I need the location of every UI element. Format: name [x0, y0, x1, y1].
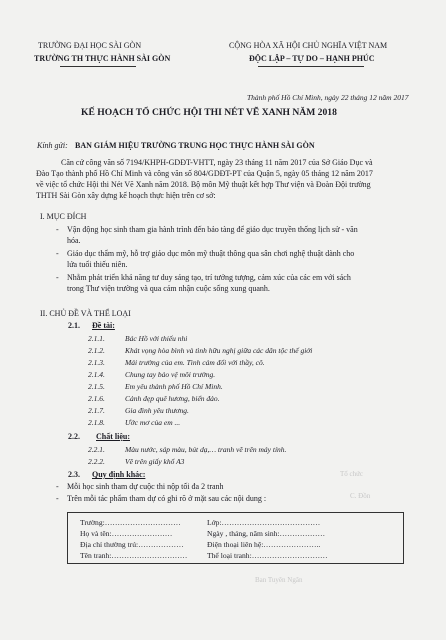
topic-text: Mái trường của em. Tình cảm đổi với thầy, cô. — [125, 358, 265, 367]
motto: ĐỘC LẬP – TỰ DO – HẠNH PHÚC — [249, 54, 375, 63]
form-field-class: Lớp:………………………………… — [207, 518, 321, 527]
material-number: 2.2.2. — [88, 457, 105, 466]
material-text: Màu nước, sáp màu, bút dạ,… tranh vẽ trên máy tính. — [125, 445, 287, 454]
purpose-text: Vận động học sinh tham gia hành trình đến bảo tàng để giáo dục truyền thống lịch sử - văn — [67, 225, 358, 234]
topic-text: Khát vọng hòa bình và tình hữu nghị giữa các dân tộc thế giới — [125, 346, 313, 355]
subsection-number: 2.1. — [68, 321, 80, 330]
form-field-birthdate: Ngày , tháng, năm sinh:……………… — [207, 529, 326, 538]
purpose-text: Nhằm phát triển khả năng tư duy sáng tạo, trí tưởng tượng, cảm xúc của các em với sách — [67, 273, 351, 282]
form-field-phone: Điện thoại liên hệ:………………….. — [207, 540, 321, 549]
rule-text: Mỗi học sinh tham dự cuộc thi nộp tối đa 2 tranh — [67, 482, 224, 491]
recipient-name: BAN GIÁM HIỆU TRƯỜNG TRUNG HỌC THỰC HÀNH SÀI GÒN — [75, 141, 315, 150]
topic-text: Chung tay bảo vệ môi trường. — [125, 370, 216, 379]
subsection-heading: Quy định khác: — [92, 470, 146, 479]
section-heading: II. CHỦ ĐỀ VÀ THỂ LOẠI — [40, 309, 131, 318]
purpose-text: lứa tuổi thiếu niên. — [67, 260, 128, 269]
purpose-text: trong Thư viện trường và qua cảm nhận cuộc sống xung quanh. — [67, 284, 270, 293]
document-date: Thành phố Hồ Chí Minh, ngày 22 tháng 12 năm 2017 — [247, 93, 409, 102]
form-field-title: Tên tranh:………………………… — [80, 551, 188, 560]
topic-text: Cảnh đẹp quê hương, biển đảo. — [125, 394, 220, 403]
bullet-dash: - — [56, 249, 59, 258]
topic-number: 2.1.7. — [88, 406, 105, 415]
country-name: CỘNG HÒA XÃ HỘI CHỦ NGHĨA VIỆT NAM — [229, 41, 388, 50]
document-title: KẾ HOẠCH TỔ CHỨC HỘI THI NÉT VẼ XANH NĂM 2018 — [81, 107, 337, 118]
material-text: Vẽ trên giấy khổ A3 — [125, 457, 185, 466]
purpose-text: Giáo dục thẩm mỹ, hỗ trợ giáo dục môn mỹ thuật thông qua sân chơi nghệ thuật dành cho — [67, 249, 355, 258]
school-name: TRƯỜNG TH THỰC HÀNH SÀI GÒN — [34, 54, 171, 63]
motto-underline — [258, 66, 364, 67]
topic-number: 2.1.3. — [88, 358, 105, 367]
topic-text: Gia đình yêu thương. — [125, 406, 189, 415]
bleed-through-text: Tổ chức — [340, 470, 364, 478]
form-field-school: Trường:………………………… — [80, 518, 181, 527]
bullet-dash: - — [56, 494, 59, 503]
rule-text: Trên mỗi tác phẩm tham dự có ghi rõ ở mặt sau các nội dung : — [67, 494, 267, 503]
intro-line: THTH Sài Gòn xây dựng kế hoạch thực hiện trên cơ sở: — [36, 191, 216, 200]
subsection-number: 2.3. — [68, 470, 80, 479]
topic-number: 2.1.6. — [88, 394, 105, 403]
label-form-box — [67, 512, 404, 564]
bleed-through-text: C. Đồn — [350, 492, 371, 500]
subsection-heading: Chất liệu: — [96, 432, 130, 441]
topic-number: 2.1.5. — [88, 382, 105, 391]
university-name: TRƯỜNG ĐẠI HỌC SÀI GÒN — [38, 41, 142, 50]
recipient-label: Kính gửi: — [37, 141, 68, 150]
topic-text: Ước mơ của em ... — [125, 418, 181, 427]
topic-number: 2.1.4. — [88, 370, 105, 379]
bullet-dash: - — [56, 482, 59, 491]
material-number: 2.2.1. — [88, 445, 105, 454]
purpose-text: hóa. — [67, 236, 81, 245]
school-underline — [60, 66, 136, 67]
form-field-name: Họ và tên:…………………… — [80, 529, 173, 538]
form-field-genre: Thể loại tranh:………………………… — [207, 551, 328, 560]
topic-number: 2.1.8. — [88, 418, 105, 427]
topic-number: 2.1.1. — [88, 334, 105, 343]
section-heading: I. MỤC ĐÍCH — [40, 212, 87, 221]
intro-line: Căn cứ công văn số 7194/KHPH-GDĐT-VHTT, ngày 23 tháng 11 năm 2017 của Sở Giáo Dục và — [61, 158, 373, 167]
topic-number: 2.1.2. — [88, 346, 105, 355]
topic-text: Bác Hồ với thiếu nhi — [125, 334, 188, 343]
subsection-number: 2.2. — [68, 432, 80, 441]
intro-line: về việc tổ chức Hội thi Nét Vẽ Xanh năm 2018. Bộ môn Mỹ thuật kết hợp Thư viện và Đoàn Đội trường — [36, 180, 371, 189]
form-field-address: Địa chỉ thường trú:……………… — [80, 540, 184, 549]
subsection-heading: Đề tài: — [92, 321, 115, 330]
intro-line: Đào Tạo thành phố Hồ Chí Minh và công văn số 804/GDĐT-PT của Quận 5, ngày 05 tháng 12 năm 2017 — [36, 169, 373, 178]
bleed-through-text: Ban Tuyên Ngân — [255, 576, 303, 584]
bullet-dash: - — [56, 273, 59, 282]
topic-text: Em yêu thành phố Hồ Chí Minh. — [125, 382, 223, 391]
bullet-dash: - — [56, 225, 59, 234]
